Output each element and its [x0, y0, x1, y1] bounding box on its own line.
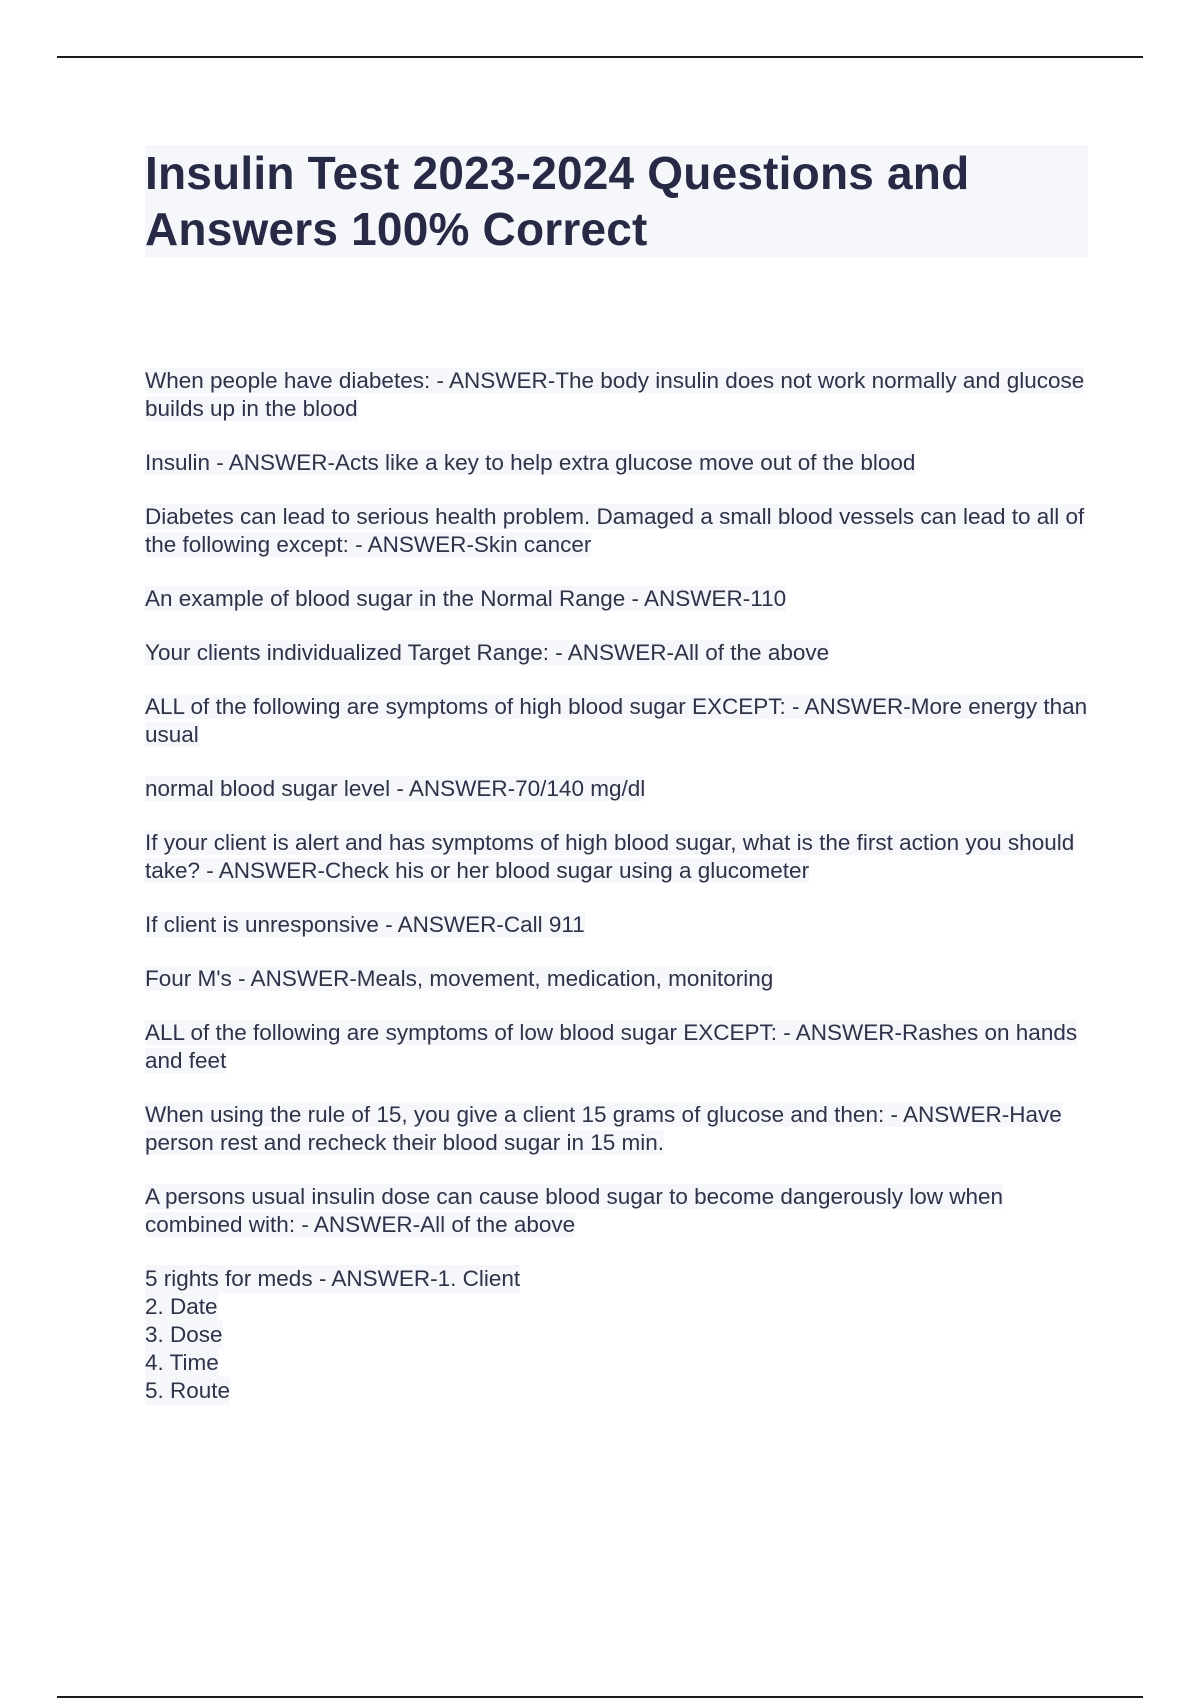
qa-text: When using the rule of 15, you give a client 15 grams of glucose and then: - ANSWER-Have person rest and recheck their blood sugar in 15 min. — [145, 1102, 1062, 1155]
qa-item — [145, 367, 1088, 423]
qa-text: normal blood sugar level - ANSWER-70/140 mg/dl — [145, 776, 646, 801]
five-rights-line: 3. Dose — [145, 1322, 223, 1347]
qa-item — [145, 693, 1088, 749]
five-rights-line: 5 rights for meds - ANSWER-1. Client — [145, 1266, 521, 1291]
qa-list — [145, 367, 1088, 1405]
qa-text: When people have diabetes: - ANSWER-The body insulin does not work normally and glucose builds up in the blood — [145, 368, 1085, 421]
qa-text: Insulin - ANSWER-Acts like a key to help extra glucose move out of the blood — [145, 450, 916, 475]
qa-item — [145, 639, 1088, 667]
qa-text: Four M's - ANSWER-Meals, movement, medication, monitoring — [145, 966, 774, 991]
qa-item-five-rights — [145, 1265, 1088, 1405]
qa-item — [145, 585, 1088, 613]
qa-item — [145, 911, 1088, 939]
document-title: Insulin Test 2023-2024 Questions and Answers 100% Correct — [145, 147, 970, 255]
qa-item — [145, 829, 1088, 885]
qa-text: Your clients individualized Target Range: - ANSWER-All of the above — [145, 640, 830, 665]
top-rule — [57, 56, 1143, 58]
qa-text: A persons usual insulin dose can cause blood sugar to become dangerously low when combined with: - ANSWER-All of the above — [145, 1184, 1004, 1237]
qa-item — [145, 449, 1088, 477]
qa-text: An example of blood sugar in the Normal Range - ANSWER-110 — [145, 586, 787, 611]
qa-text: If client is unresponsive - ANSWER-Call 911 — [145, 912, 585, 937]
qa-text: Diabetes can lead to serious health problem. Damaged a small blood vessels can lead to all of the following except: - ANSWER-Skin cancer — [145, 504, 1085, 557]
qa-item — [145, 1019, 1088, 1075]
title-box — [145, 145, 1088, 257]
qa-item — [145, 1183, 1088, 1239]
five-rights-line: 5. Route — [145, 1378, 231, 1403]
qa-text: ALL of the following are symptoms of low blood sugar EXCEPT: - ANSWER-Rashes on hands and feet — [145, 1020, 1078, 1073]
qa-item — [145, 503, 1088, 559]
five-rights-line: 4. Time — [145, 1350, 219, 1375]
document-body — [145, 145, 1088, 1405]
qa-item — [145, 775, 1088, 803]
five-rights-line: 2. Date — [145, 1294, 218, 1319]
qa-text: ALL of the following are symptoms of high blood sugar EXCEPT: - ANSWER-More energy than usual — [145, 694, 1088, 747]
qa-item — [145, 1101, 1088, 1157]
bottom-rule — [57, 1696, 1143, 1698]
qa-item — [145, 965, 1088, 993]
qa-text: If your client is alert and has symptoms of high blood sugar, what is the first action you should take? - ANSWER-Check his or her blood sugar using a glucometer — [145, 830, 1075, 883]
